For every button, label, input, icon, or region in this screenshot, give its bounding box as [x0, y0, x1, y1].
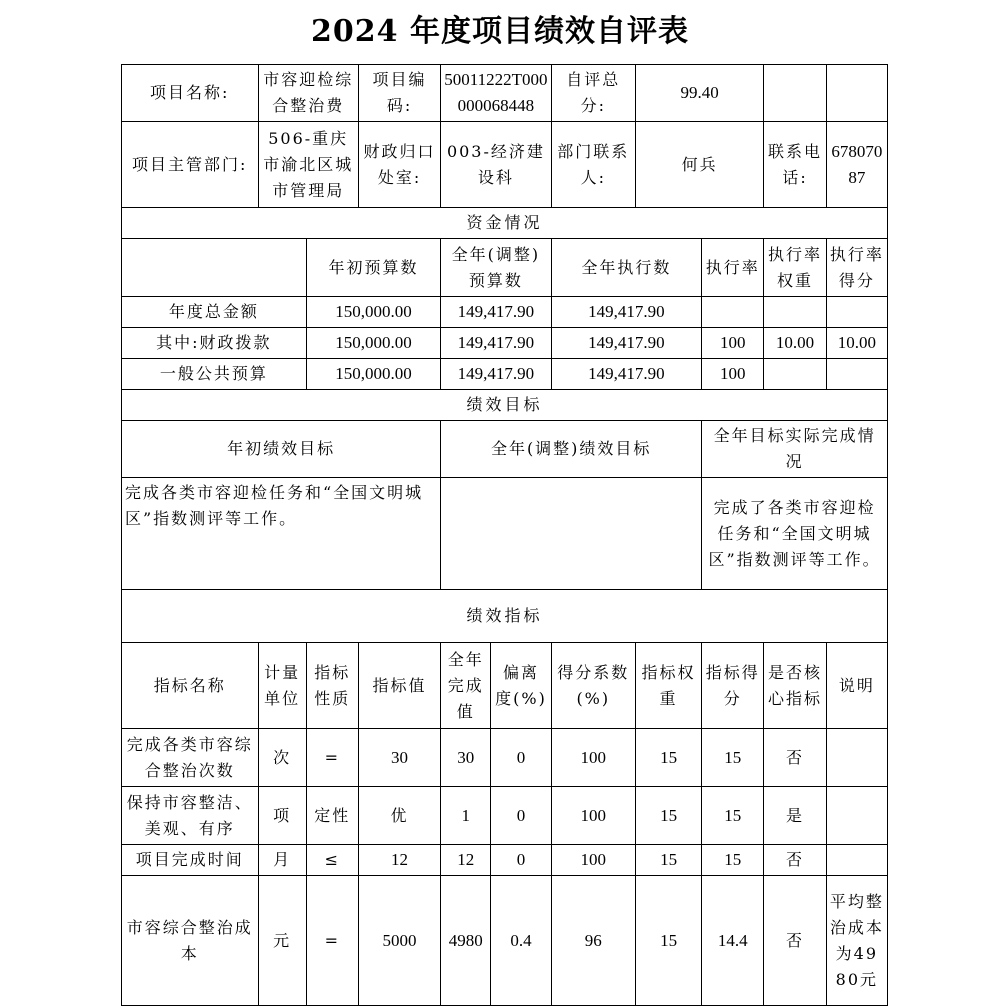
indicator-unit: 月: [258, 845, 306, 876]
indicator-core: 否: [764, 845, 826, 876]
project-name-label: 项目名称:: [122, 65, 259, 122]
indicator-header-target: 指标值: [358, 643, 440, 729]
empty-cell: [122, 239, 307, 297]
funds-executed: 149,417.90: [551, 297, 702, 328]
dept-label: 项目主管部门:: [122, 122, 259, 208]
indicators-section-row: [122, 590, 888, 643]
project-info-row: [122, 65, 888, 122]
indicator-target: 12: [358, 845, 440, 876]
funds-executed: 149,417.90: [551, 359, 702, 390]
indicator-header-name: 指标名称: [122, 643, 259, 729]
funds-rate: 100: [702, 328, 764, 359]
phone-value: 67807087: [826, 122, 887, 208]
funds-score: [826, 359, 887, 390]
empty-cell: [764, 65, 826, 122]
indicator-deviation: 0: [491, 787, 551, 845]
funds-section-row: [122, 208, 888, 239]
indicator-header-nature: 指标性质: [306, 643, 358, 729]
funds-header-adjusted: 全年(调整)预算数: [441, 239, 551, 297]
indicator-unit: 项: [258, 787, 306, 845]
evaluation-table: [121, 64, 888, 1006]
indicator-done: 1: [441, 787, 491, 845]
project-code-label: 项目编码:: [358, 65, 440, 122]
indicator-note: [826, 729, 887, 787]
goals-section-title: 绩效目标: [122, 390, 888, 421]
contact-value: 何兵: [635, 122, 763, 208]
indicator-row: [122, 876, 888, 1006]
indicator-score: 14.4: [702, 876, 764, 1006]
indicator-weight: 15: [635, 729, 701, 787]
funds-rate: 100: [702, 359, 764, 390]
goals-content-row: [122, 478, 888, 590]
indicator-score: 15: [702, 729, 764, 787]
indicator-core: 是: [764, 787, 826, 845]
indicators-header-row: [122, 643, 888, 729]
indicator-row: [122, 845, 888, 876]
funds-header-rate: 执行率: [702, 239, 764, 297]
funds-row-label: 其中:财政拨款: [122, 328, 307, 359]
indicator-header-core: 是否核心指标: [764, 643, 826, 729]
funds-score: 10.00: [826, 328, 887, 359]
funds-header-row: [122, 239, 888, 297]
indicator-score: 15: [702, 845, 764, 876]
page-title: 2024 年度项目绩效自评表: [311, 14, 689, 49]
indicator-unit: 次: [258, 729, 306, 787]
funds-score: [826, 297, 887, 328]
funds-header-score: 执行率得分: [826, 239, 887, 297]
funds-header-executed: 全年执行数: [551, 239, 702, 297]
indicator-deviation: 0.4: [491, 876, 551, 1006]
funds-header-initial: 年初预算数: [306, 239, 441, 297]
funds-row-label: 年度总金额: [122, 297, 307, 328]
indicator-core: 否: [764, 729, 826, 787]
indicator-target: 优: [358, 787, 440, 845]
funds-weight: 10.00: [764, 328, 826, 359]
indicator-name: 保持市容整洁、美观、有序: [122, 787, 259, 845]
funds-rate: [702, 297, 764, 328]
funds-row: [122, 359, 888, 390]
indicator-row: [122, 729, 888, 787]
indicator-done: 30: [441, 729, 491, 787]
funds-row: [122, 297, 888, 328]
indicator-header-score: 指标得分: [702, 643, 764, 729]
funds-adjusted: 149,417.90: [441, 297, 551, 328]
funds-section-title: 资金情况: [122, 208, 888, 239]
indicator-deviation: 0: [491, 845, 551, 876]
goals-header-actual: 全年目标实际完成情况: [702, 421, 888, 478]
funds-adjusted: 149,417.90: [441, 328, 551, 359]
indicator-coef: 96: [551, 876, 635, 1006]
indicator-nature: 定性: [306, 787, 358, 845]
funds-weight: [764, 297, 826, 328]
indicator-name: 市容综合整治成本: [122, 876, 259, 1006]
indicators-section-title: 绩效指标: [122, 590, 888, 643]
funds-initial: 150,000.00: [306, 328, 441, 359]
indicator-header-done: 全年完成值: [441, 643, 491, 729]
funds-weight: [764, 359, 826, 390]
goals-adjusted-text: [441, 478, 702, 590]
indicator-coef: 100: [551, 845, 635, 876]
funds-adjusted: 149,417.90: [441, 359, 551, 390]
funds-row-label: 一般公共预算: [122, 359, 307, 390]
indicator-done: 12: [441, 845, 491, 876]
indicator-name: 完成各类市容综合整治次数: [122, 729, 259, 787]
goals-header-adjusted: 全年(调整)绩效目标: [441, 421, 702, 478]
indicator-target: 5000: [358, 876, 440, 1006]
indicator-header-weight: 指标权重: [635, 643, 701, 729]
indicator-score: 15: [702, 787, 764, 845]
funds-executed: 149,417.90: [551, 328, 702, 359]
department-row: [122, 122, 888, 208]
project-code-value: 50011222T000000068448: [441, 65, 551, 122]
indicator-header-coef: 得分系数(%): [551, 643, 635, 729]
goals-header-row: [122, 421, 888, 478]
indicator-note: [826, 845, 887, 876]
indicator-weight: 15: [635, 845, 701, 876]
indicator-deviation: 0: [491, 729, 551, 787]
indicator-header-note: 说明: [826, 643, 887, 729]
funds-row: [122, 328, 888, 359]
indicator-coef: 100: [551, 729, 635, 787]
indicator-nature: =: [306, 729, 358, 787]
empty-cell: [826, 65, 887, 122]
indicator-note: 平均整治成本为4980元: [826, 876, 887, 1006]
finance-office-label: 财政归口处室:: [358, 122, 440, 208]
goals-section-row: [122, 390, 888, 421]
indicator-done: 4980: [441, 876, 491, 1006]
self-score-value: 99.40: [635, 65, 763, 122]
indicator-nature: ≤: [306, 845, 358, 876]
contact-label: 部门联系人:: [551, 122, 635, 208]
funds-header-weight: 执行率权重: [764, 239, 826, 297]
goals-header-initial: 年初绩效目标: [122, 421, 441, 478]
self-score-label: 自评总分:: [551, 65, 635, 122]
indicator-weight: 15: [635, 876, 701, 1006]
finance-office-value: 003-经济建设科: [441, 122, 551, 208]
indicator-nature: =: [306, 876, 358, 1006]
dept-value: 506-重庆市渝北区城市管理局: [258, 122, 358, 208]
indicator-note: [826, 787, 887, 845]
project-name-value: 市容迎检综合整治费: [258, 65, 358, 122]
indicator-header-deviation: 偏离度(%): [491, 643, 551, 729]
goals-initial-text: 完成各类市容迎检任务和“全国文明城区”指数测评等工作。: [122, 478, 441, 590]
funds-initial: 150,000.00: [306, 359, 441, 390]
indicator-unit: 元: [258, 876, 306, 1006]
indicator-coef: 100: [551, 787, 635, 845]
phone-label: 联系电话:: [764, 122, 826, 208]
indicator-row: [122, 787, 888, 845]
indicator-name: 项目完成时间: [122, 845, 259, 876]
indicator-target: 30: [358, 729, 440, 787]
indicator-header-unit: 计量单位: [258, 643, 306, 729]
goals-actual-text: 完成了各类市容迎检任务和“全国文明城区”指数测评等工作。: [702, 478, 888, 590]
funds-initial: 150,000.00: [306, 297, 441, 328]
indicator-core: 否: [764, 876, 826, 1006]
indicator-weight: 15: [635, 787, 701, 845]
